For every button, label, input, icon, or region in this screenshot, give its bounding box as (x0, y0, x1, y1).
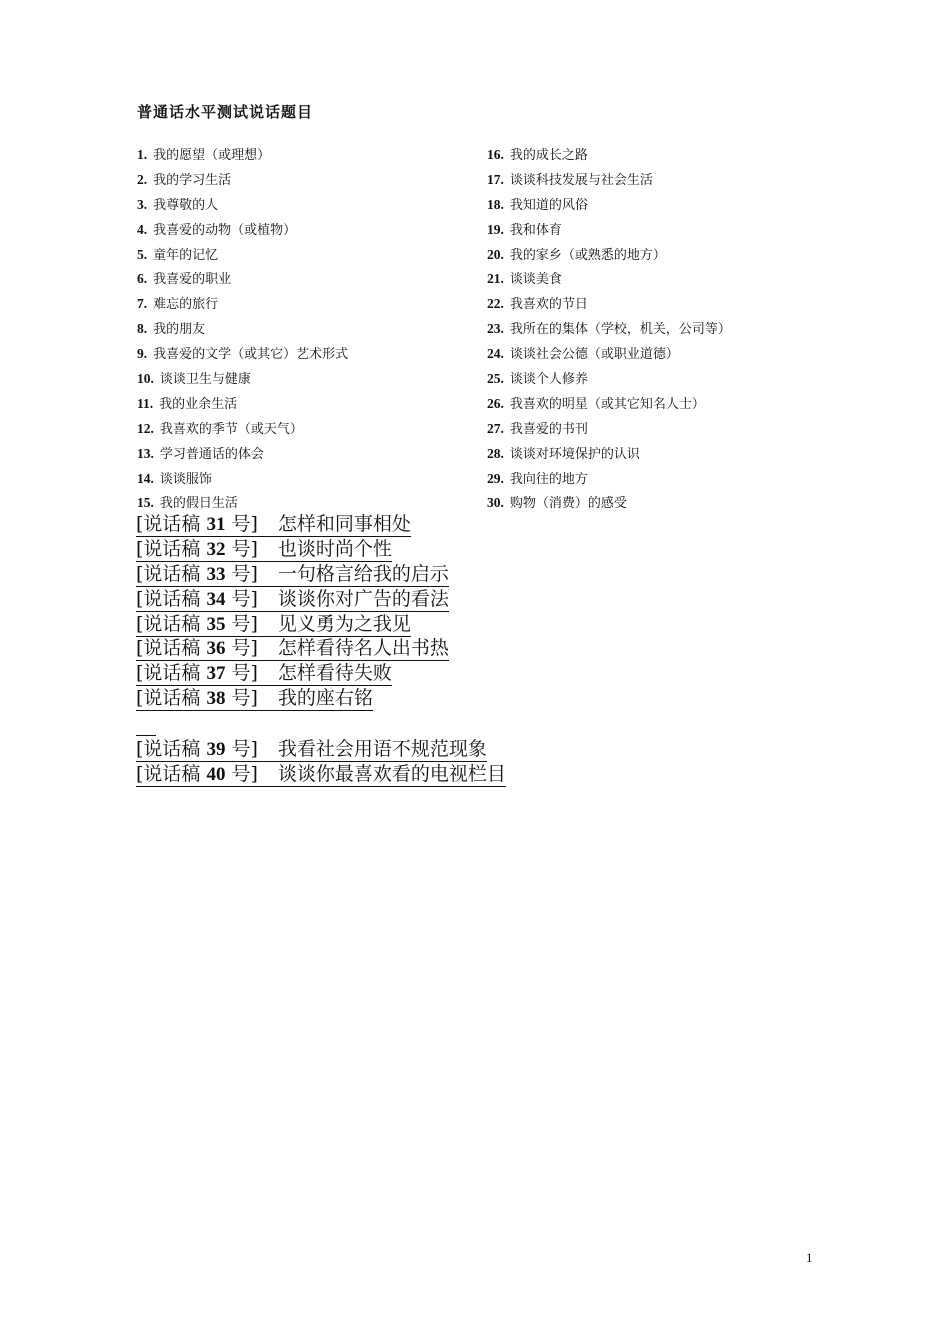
draft-number: 33 (206, 563, 226, 585)
draft-topic: 谈谈你最喜欢看的电视栏目 (277, 762, 506, 785)
topic-number: 4. (137, 221, 148, 237)
topic-item (137, 395, 348, 420)
topic-text: 我向往的地方 (509, 471, 588, 487)
draft-suffix: 号] (225, 562, 258, 585)
draft-item (136, 512, 449, 537)
topic-text: 童年的记忆 (153, 247, 219, 263)
topic-number: 17. (487, 171, 504, 187)
topic-text: 我的朋友 (153, 322, 206, 338)
topic-text: 我喜欢的明星（或其它知名人士） (509, 396, 705, 412)
draft-line (136, 763, 506, 787)
topic-item (137, 221, 348, 246)
topic-text: 我喜爱的职业 (153, 272, 232, 288)
draft-suffix: 号] (225, 537, 258, 560)
topic-number: 1. (137, 147, 148, 162)
draft-line (136, 662, 392, 686)
topic-number: 11. (137, 395, 154, 411)
page-title: 普通话水平测试说话题目 (137, 103, 314, 121)
topic-item (137, 295, 348, 320)
topic-number: 24. (487, 346, 504, 362)
topic-number: 9. (137, 346, 148, 362)
topic-number: 18. (487, 196, 504, 212)
draft-line (136, 687, 373, 711)
topic-item (487, 270, 731, 295)
topic-text: 难忘的旅行 (153, 297, 219, 313)
topic-number: 22. (487, 296, 504, 312)
draft-topic: 一句格言给我的启示 (277, 562, 449, 585)
topic-number: 30. (487, 495, 504, 511)
topic-item (137, 270, 348, 295)
topic-number: 15. (137, 495, 154, 511)
draft-prefix: [说话稿 (136, 562, 207, 585)
topic-item (137, 370, 348, 395)
topic-item (487, 171, 731, 196)
draft-item (136, 762, 506, 787)
topic-number: 8. (137, 321, 148, 337)
topic-item (487, 196, 731, 221)
topic-item (137, 146, 348, 171)
draft-suffix: 号] (225, 637, 258, 660)
draft-number: 39 (206, 739, 226, 760)
topic-text: 我的假日生活 (159, 496, 238, 512)
topic-text: 谈谈科技发展与社会生活 (509, 172, 653, 188)
topic-text: 购物（消费）的感受 (509, 496, 627, 512)
topic-item (137, 196, 348, 221)
topic-number: 5. (137, 246, 148, 262)
topic-item (137, 445, 348, 470)
topic-number: 29. (487, 470, 504, 486)
draft-item (136, 661, 449, 686)
topic-item (487, 146, 731, 171)
draft-item (136, 537, 449, 562)
topic-number: 7. (137, 296, 148, 312)
topic-item (137, 246, 348, 271)
draft-prefix: [说话稿 (136, 513, 207, 535)
topic-number: 28. (487, 445, 504, 461)
draft-line (136, 613, 411, 637)
draft-suffix: 号] (225, 513, 258, 535)
topic-text: 谈谈卫生与健康 (159, 372, 251, 388)
topic-number: 26. (487, 395, 504, 411)
topic-number: 25. (487, 371, 504, 387)
topic-number: 23. (487, 321, 504, 337)
topic-text: 我喜欢的季节（或天气） (159, 421, 303, 437)
topic-text: 我的愿望（或理想） (153, 148, 271, 163)
topic-list-left (137, 146, 348, 519)
draft-suffix: 号] (225, 738, 258, 760)
topic-number: 27. (487, 420, 504, 436)
topic-text: 我所在的集体（学校，机关，公司等） (509, 322, 731, 338)
topic-item (487, 470, 731, 495)
draft-line (136, 637, 449, 661)
topic-item (487, 246, 731, 271)
underline-stub (136, 735, 156, 736)
topic-text: 谈谈对环境保护的认识 (509, 446, 640, 462)
draft-item (136, 686, 449, 711)
draft-line (136, 588, 449, 612)
topic-number: 16. (487, 147, 504, 162)
draft-item (136, 636, 449, 661)
topic-text: 我的家乡（或熟悉的地方） (509, 247, 666, 263)
topic-text: 我知道的风俗 (509, 197, 588, 213)
draft-suffix: 号] (225, 687, 258, 710)
topic-item (487, 494, 731, 519)
topic-text: 谈谈个人修养 (509, 372, 588, 388)
draft-topic: 也谈时尚个性 (277, 537, 392, 560)
draft-prefix: [说话稿 (136, 662, 207, 685)
draft-prefix: [说话稿 (136, 612, 207, 635)
draft-line (136, 563, 449, 587)
draft-item (136, 587, 449, 612)
topic-text: 我尊敬的人 (153, 197, 219, 213)
topic-item (487, 345, 731, 370)
draft-line (136, 738, 487, 762)
draft-line (136, 538, 392, 562)
draft-prefix: [说话稿 (136, 637, 207, 660)
draft-number: 37 (206, 663, 226, 685)
topic-number: 14. (137, 470, 154, 486)
draft-topic: 我的座右铭 (277, 687, 373, 710)
topic-text: 谈谈服饰 (159, 471, 212, 487)
topic-number: 6. (137, 271, 148, 287)
topic-number: 13. (137, 445, 154, 461)
topic-item (487, 370, 731, 395)
topic-text: 我喜爱的动物（或植物） (153, 222, 297, 238)
topic-item (487, 320, 731, 345)
topic-item (487, 395, 731, 420)
topic-item (487, 295, 731, 320)
draft-number: 36 (206, 638, 226, 660)
draft-prefix: [说话稿 (136, 762, 207, 785)
draft-topic: 怎样看待名人出书热 (277, 637, 449, 660)
draft-topic: 我看社会用语不规范现象 (277, 738, 487, 760)
topic-text: 我喜爱的文学（或其它）艺术形式 (153, 347, 349, 363)
draft-topic: 谈谈你对广告的看法 (277, 587, 449, 610)
topic-number: 21. (487, 271, 504, 287)
draft-number: 35 (206, 613, 226, 635)
draft-suffix: 号] (225, 762, 258, 785)
topic-item (137, 420, 348, 445)
topic-item (137, 470, 348, 495)
topic-number: 19. (487, 221, 504, 237)
topic-text: 谈谈社会公德（或职业道德） (509, 347, 679, 363)
draft-item (136, 737, 506, 762)
draft-number: 38 (206, 688, 226, 710)
topic-item (487, 445, 731, 470)
topic-item (487, 420, 731, 445)
topic-text: 我和体育 (509, 222, 562, 238)
topic-number: 3. (137, 196, 148, 212)
draft-prefix: [说话稿 (136, 537, 207, 560)
topic-number: 12. (137, 420, 154, 436)
topic-item (137, 171, 348, 196)
draft-topic: 怎样看待失败 (277, 662, 392, 685)
topic-item (137, 345, 348, 370)
topic-number: 10. (137, 371, 154, 387)
draft-item (136, 562, 449, 587)
draft-line (136, 513, 411, 537)
topic-item (137, 320, 348, 345)
draft-number: 32 (206, 538, 226, 560)
topic-text: 我的学习生活 (153, 172, 232, 188)
draft-topic: 见义勇为之我见 (277, 612, 411, 635)
topic-item (487, 221, 731, 246)
draft-list (136, 512, 449, 711)
draft-suffix: 号] (225, 612, 258, 635)
topic-number: 20. (487, 246, 504, 262)
draft-list-continued (136, 737, 506, 787)
draft-prefix: [说话稿 (136, 687, 207, 710)
topic-text: 我喜欢的节日 (509, 297, 588, 313)
draft-number: 40 (206, 763, 226, 785)
draft-prefix: [说话稿 (136, 587, 207, 610)
draft-topic: 怎样和同事相处 (277, 513, 411, 535)
topic-number: 2. (137, 171, 148, 187)
draft-prefix: [说话稿 (136, 738, 207, 760)
draft-item (136, 612, 449, 637)
draft-suffix: 号] (225, 662, 258, 685)
topic-text: 学习普通话的体会 (159, 446, 264, 462)
topic-text: 我的业余生活 (159, 396, 238, 412)
page-number: 1 (806, 1250, 813, 1265)
topic-text: 谈谈美食 (509, 272, 562, 288)
draft-suffix: 号] (225, 587, 258, 610)
topic-text: 我的成长之路 (509, 148, 588, 163)
draft-number: 34 (206, 588, 226, 610)
topic-text: 我喜爱的书刊 (509, 421, 588, 437)
topic-list-right (487, 146, 731, 519)
draft-number: 31 (206, 514, 226, 535)
